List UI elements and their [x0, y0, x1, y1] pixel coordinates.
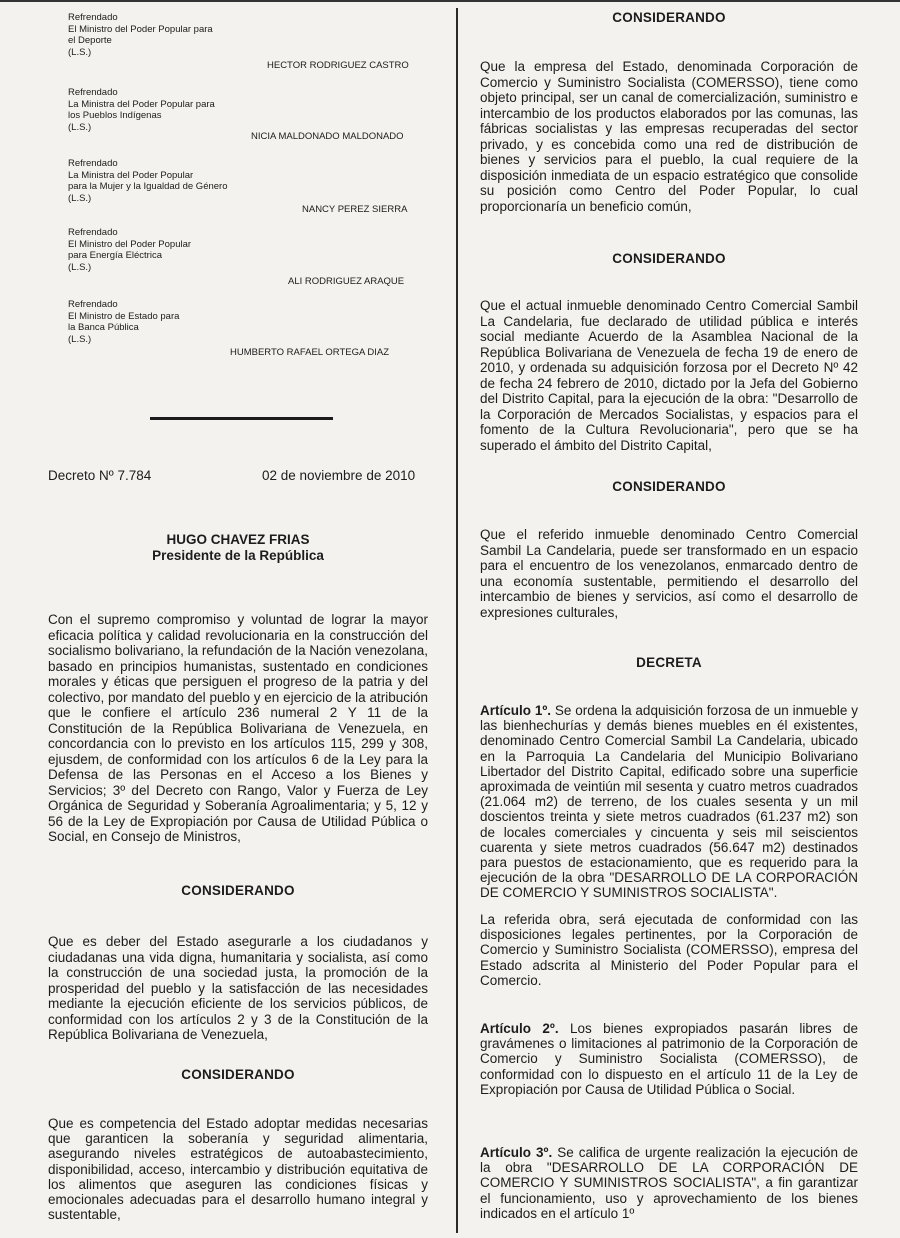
refrendo-line: Refrendado	[68, 12, 118, 23]
refrendo-line: El Ministro del Poder Popular para	[68, 23, 213, 35]
article-2-title: Artículo 2º.	[480, 1021, 559, 1036]
decree-number: Decreto Nº 7.784	[48, 468, 152, 483]
considerando-paragraph: Que el referido inmueble denominado Centro Comercial Sambil La Candelaria, puede ser transformado en un espacio para el encuentro de los venezolanos, enmarcado dentro de una economía sustentable, permitiendo el desarrollo del intercambio de bienes y servicios, así como el desarrollo de expresiones culturales,	[480, 527, 858, 620]
article-2-text: Los bienes expropiados pasarán libres de gravámenes o limitaciones al patrimonio de la Corporación de Comercio y Suministro Socialista (COMERSSO), de conformidad con lo dispuesto en el artículo 11 de la Ley de Expropiación por Causa de Utilidad Pública o Social.	[480, 1021, 858, 1097]
preamble-paragraph: Con el supremo compromiso y voluntad de lograr la mayor eficacia política y calidad revolucionaria en la construcción del socialismo bolivariano, la refundación de la Nación venezolana, basado en principios humanistas, sustentado en condiciones morales y éticas que persiguen el progreso de la patria y del colectivo, por mandato del pueblo y en ejercicio de la atribución que le confiere el artículo 236 numeral 2 Y 11 de la Constitución de la República Bolivariana de Venezuela, en concordancia con lo previsto en los artículos 115, 299 y 308, ejusdem, de conformidad con los artículos 6 de la Ley para la Defensa de las Personas en el Acceso a los Bienes y Servicios; 3º del Decreto con Rango, Valor y Fuerza de Ley Orgánica de Seguridad y Soberanía Agroalimentaria; y 5, 12 y 56 de la Ley de Expropiación por Causa de Utilidad Pública o Social, en Consejo de Ministros,	[48, 612, 428, 844]
refrendo-line: (L.S.)	[68, 333, 92, 345]
considerando-heading: CONSIDERANDO	[181, 1067, 295, 1082]
president-title: Presidente de la República	[152, 548, 324, 563]
signer-name: HECTOR RODRIGUEZ CASTRO	[267, 60, 409, 71]
signer-name: NICIA MALDONADO MALDONADO	[251, 131, 404, 142]
refrendo-line: para la Mujer y la Igualdad de Género	[68, 181, 228, 192]
decreta-heading: DECRETA	[636, 655, 702, 670]
considerando-paragraph: Que el actual inmueble denominado Centro Comercial Sambil La Candelaria, fue declarado de utilidad pública e interés social mediante Acuerdo de la Asamblea Nacional de la República Bolivariana de Venezuela de fecha 19 de enero de 2010, y ordenada su adquisición forzosa por el Decreto Nº 42 de fecha 24 febrero de 2010, dictado por la Jefa del Gobierno del Distrito Capital, para la ejecución de la obra: "Desarrollo de la Corporación de Mercados Socialistas, y espacios para el fomento de la Cultura Revolucionaria", pero que se ha superado el ámbito del Distrito Capital,	[480, 298, 858, 453]
decree-date: 02 de noviembre de 2010	[262, 468, 416, 483]
president-name: HUGO CHAVEZ FRIAS	[166, 532, 310, 547]
refrendo-line: La Ministra del Poder Popular para	[68, 98, 215, 110]
refrendo-line: Refrendado	[68, 87, 118, 98]
refrendo-line: El Ministro del Poder Popular	[68, 238, 192, 250]
considerando-heading: CONSIDERANDO	[612, 10, 726, 25]
refrendo-line: la Banca Pública	[68, 322, 139, 333]
considerando-heading: CONSIDERANDO	[181, 883, 295, 898]
refrendo-line: (L.S.)	[68, 46, 92, 58]
refrendo-line: (L.S.)	[68, 261, 92, 273]
considerando-paragraph: Que es competencia del Estado adoptar medidas necesarias que garanticen la soberanía y seguridad alimentaria, asegurando niveles estratégicos de autoabastecimiento, disponibilidad, acceso, intercambio y distribución equitativa de los alimentos que aseguren las condiciones físicas y emocionales adecuadas para el desarrollo humano integral y sustentable,	[48, 1116, 428, 1223]
article-2-paragraph	[480, 1021, 858, 1097]
refrendo-line: Refrendado	[68, 299, 118, 310]
refrendo-line: Refrendado	[68, 227, 118, 238]
section-separator-rule	[150, 417, 333, 420]
page-top-rule	[0, 0, 900, 2]
article-1-paragraph	[480, 703, 858, 901]
article-1-continuation: La referida obra, será ejecutada de conformidad con las disposiciones legales pertinentes, por la Corporación de Comercio y Suministro Socialista (COMERSSO), empresa del Estado adscrita al Ministerio del Poder Popular para el Comercio.	[480, 912, 858, 988]
column-divider	[456, 8, 458, 1233]
article-3-text: Se califica de urgente realización la ejecución de la obra "DESARROLLO DE LA CORPORACIÓN DE COMERCIO Y SUMINISTROS SOCIALISTA", a fin garantizar el funcionamiento, uso y aprovechamiento de los bienes indicados en el artículo 1º	[480, 1145, 858, 1221]
refrendo-block	[68, 227, 408, 273]
considerando-paragraph: Que es deber del Estado asegurarle a los ciudadanos y ciudadanas una vida digna, humanitaria y socialista, así como la construcción de una sociedad justa, la promoción de la prosperidad del pueblo y la satisfacción de las necesidades mediante la ejecución eficiente de los servicios públicos, de conformidad con los artículos 2 y 3 de la Constitución de la República Bolivariana de Venezuela,	[48, 934, 428, 1042]
article-3-paragraph	[480, 1145, 858, 1221]
refrendo-line: para Energía Eléctrica	[68, 250, 162, 261]
refrendo-line: los Pueblos Indígenas	[68, 110, 162, 121]
refrendo-block	[68, 87, 408, 133]
considerando-paragraph: Que la empresa del Estado, denominada Corporación de Comercio y Suministro Socialista (COMERSSO), tiene como objeto principal, ser un canal de comercialización, suministro e intercambio de los productos elaborados por las comunas, las fábricas socialistas y las empresas recuperadas del sector privado, y es concebida como una red de distribución de bienes y servicios para el pueblo, la cual requiere de la disposición inmediata de un espacio estratégico que consolide su posición como Centro del Poder Popular, lo cual proporcionaría un beneficio común,	[480, 59, 858, 214]
considerando-heading: CONSIDERANDO	[612, 479, 726, 494]
signer-name: NANCY PEREZ SIERRA	[302, 204, 408, 215]
article-3-title: Artículo 3º.	[480, 1145, 553, 1160]
refrendo-line: el Deporte	[68, 35, 112, 46]
refrendo-line: La Ministra del Poder Popular	[68, 169, 194, 181]
considerando-heading: CONSIDERANDO	[612, 251, 726, 266]
signer-name: HUMBERTO RAFAEL ORTEGA DIAZ	[230, 347, 390, 358]
refrendo-line: El Ministro de Estado para	[68, 310, 180, 322]
refrendo-line: (L.S.)	[68, 192, 92, 204]
refrendo-block	[68, 299, 408, 345]
refrendo-block	[68, 158, 408, 204]
refrendo-block	[68, 12, 408, 58]
article-1-text: Se ordena la adquisición forzosa de un inmueble y las bienhechurías y demás bienes muebles en él existentes, denominado Centro Comercial Sambil La Candelaria, ubicado en la Parroquia La Candelaria del Municipio Bolivariano Libertador del Distrito Capital, edificado sobre una superficie aproximada de veintiún mil sesenta y cuatro metros cuadrados (21.064 m2) de terreno, de los cuales sesenta y un mil doscientos treinta y siete metros cuadrados (61.237 m2) son de locales comerciales y cincuenta y seis mil seiscientos cuarenta y siete metros cuadrados (56.647 m2) destinados para puestos de estacionamiento, que es requerido para la ejecución de la obra "DESARROLLO DE LA CORPORACIÓN DE COMERCIO Y SUMINISTROS SOCIALISTA".	[480, 703, 858, 901]
refrendo-line: (L.S.)	[68, 121, 92, 133]
article-1-title: Artículo 1º.	[480, 703, 552, 718]
president-heading	[48, 532, 428, 564]
refrendo-line: Refrendado	[68, 158, 118, 169]
signer-name: ALI RODRIGUEZ ARAQUE	[288, 276, 405, 287]
